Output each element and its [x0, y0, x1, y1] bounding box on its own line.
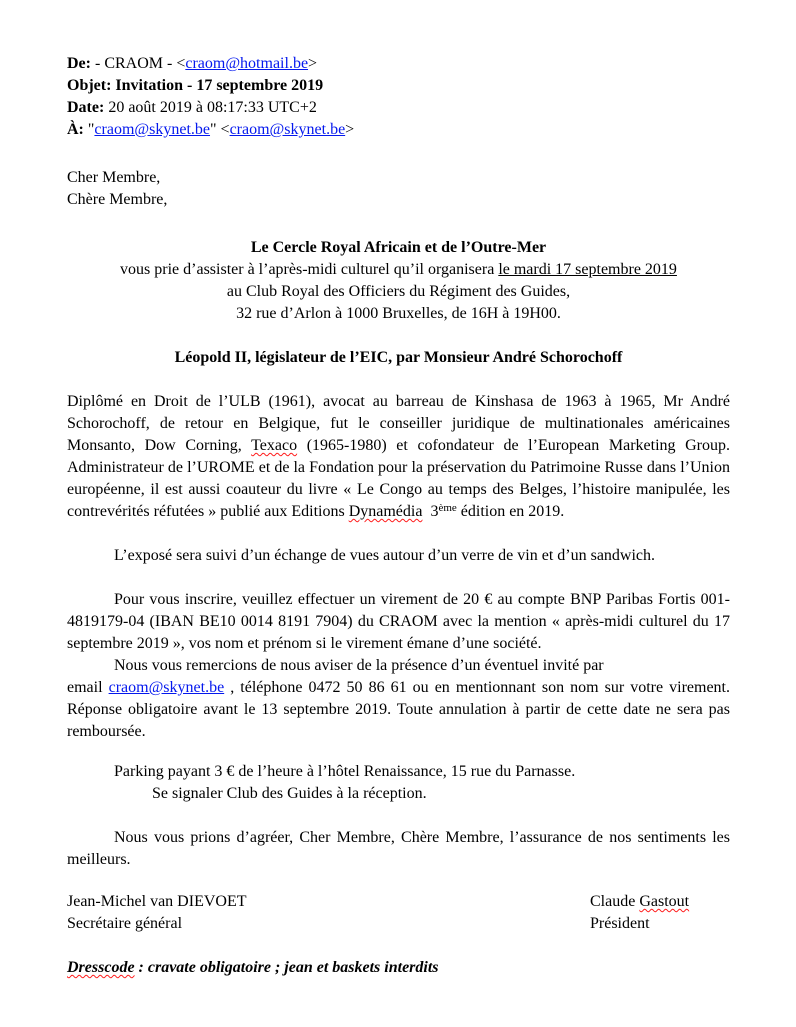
invitation-block [67, 237, 730, 325]
header-subject-line: Objet: Invitation - 17 septembre 2019 [67, 77, 324, 94]
header-date-line [67, 97, 730, 119]
president-last-name: Gastout [639, 893, 690, 910]
email-header [67, 53, 730, 141]
to-text-end: > [345, 121, 355, 138]
president-name [590, 891, 730, 913]
to-label: À: [67, 121, 84, 138]
date-value: 20 août 2019 à 08:17:33 UTC+2 [104, 99, 317, 116]
salutation-line-1: Cher Membre, [67, 169, 161, 186]
parking-line: Parking payant 3 € de l’heure à l’hôtel Renaissance, 15 rue du Parnasse. [114, 763, 576, 780]
bio-text-1: Diplômé en Droit de l’ULB (1961), avocat au barreau de Kinshasa de 1963 à 1965, Mr André Schorochoff, de retour en Belgique, fut le conseiller juridique de multinationales américaines Monsanto, Dow Corning, [67, 393, 730, 454]
salutation [67, 167, 730, 211]
header-from-line [67, 53, 730, 75]
bio-text-3: 3 [422, 503, 439, 520]
speaker-bio [67, 391, 730, 523]
dresscode-rest: : cravate obligatoire ; jean et baskets interdits [134, 959, 439, 976]
reception-line: Se signaler Club des Guides à la réception. [152, 785, 427, 802]
rsvp-text-1: email [67, 679, 109, 696]
organization-name: Le Cercle Royal Africain et de l’Outre-Mer [250, 239, 547, 256]
signature-left [67, 891, 247, 935]
date-label: Date: [67, 99, 105, 116]
event-date-underlined: le mardi 17 septembre 2019 [498, 261, 677, 278]
to-text-mid: " < [210, 121, 230, 138]
invitation-address-time: 32 rue d’Arlon à 1000 Bruxelles, de 16H à 19H00. [236, 305, 561, 322]
invitation-line-1 [67, 259, 730, 281]
to-email-link-2[interactable]: craom@skynet.be [229, 121, 346, 138]
secretary-name: Jean-Michel van DIEVOET [67, 893, 247, 910]
bio-word-texaco: Texaco [251, 437, 298, 454]
bio-text-2: (1965-1980) et cofondateur de l’European Marketing Group. Administrateur de l’UROME et de la Fondation pour la préservation du Patrimoine Russe dans l’Union européenne, il est aussi coauteur du livre « Le Congo au temps des Belges, l’histoire manipulée, les contrevérités réfutées » publié aux Editions [67, 437, 731, 520]
signature-right [590, 891, 730, 935]
dresscode-line [67, 957, 730, 979]
to-text: " [83, 121, 95, 138]
president-title: Président [590, 915, 650, 932]
invitation-venue: au Club Royal des Officiers du Régiment des Guides, [226, 283, 571, 300]
from-text-end: > [308, 55, 318, 72]
rsvp-rest [67, 677, 730, 743]
from-text: - CRAOM - < [90, 55, 186, 72]
rsvp-paragraph [67, 655, 730, 743]
from-label: De: [67, 55, 91, 72]
secretary-title: Secrétaire général [67, 915, 183, 932]
president-first-name: Claude [590, 893, 640, 910]
expose-line: L’exposé sera suivi d’un échange de vues autour d’un verre de vin et d’un sandwich. [114, 547, 656, 564]
superscript-eme: ème [438, 502, 457, 514]
rsvp-text-2: , téléphone 0472 50 86 61 ou en mentionnant son nom sur votre virement. Réponse obligatoire avant le 13 septembre 2019. Toute annulation à partir de cette date ne sera pas remboursée. [67, 679, 731, 740]
signature-block [67, 891, 730, 935]
rsvp-line-1: Nous vous remercions de nous aviser de la présence d’un éventuel invité par [114, 657, 604, 674]
dresscode-word: Dresscode [67, 959, 135, 976]
inscription-paragraph: Pour vous inscrire, veuillez effectuer un virement de 20 € au compte BNP Paribas Fortis 001-4819179-04 (IBAN BE10 0014 8191 7904) du CRAOM avec la mention « après-midi culturel du 17 septembre 2019 », vos nom et prénom si le virement émane d’une société. [67, 591, 730, 652]
header-to-line [67, 119, 730, 141]
invitation-text: vous prie d’assister à l’après-midi culturel qu’il organisera [120, 261, 499, 278]
salutation-line-2: Chère Membre, [67, 191, 168, 208]
to-email-link-1[interactable]: craom@skynet.be [94, 121, 211, 138]
rsvp-email-link[interactable]: craom@skynet.be [108, 679, 225, 696]
talk-title: Léopold II, législateur de l’EIC, par Monsieur André Schorochoff [174, 349, 623, 366]
bio-word-dynamedia: Dynamédia [348, 503, 423, 520]
closing-paragraph: Nous vous prions d’agréer, Cher Membre, Chère Membre, l’assurance de nos sentiments les meilleurs. [67, 829, 730, 868]
from-email-link[interactable]: craom@hotmail.be [185, 55, 309, 72]
bio-text-4: édition en 2019. [456, 503, 565, 520]
